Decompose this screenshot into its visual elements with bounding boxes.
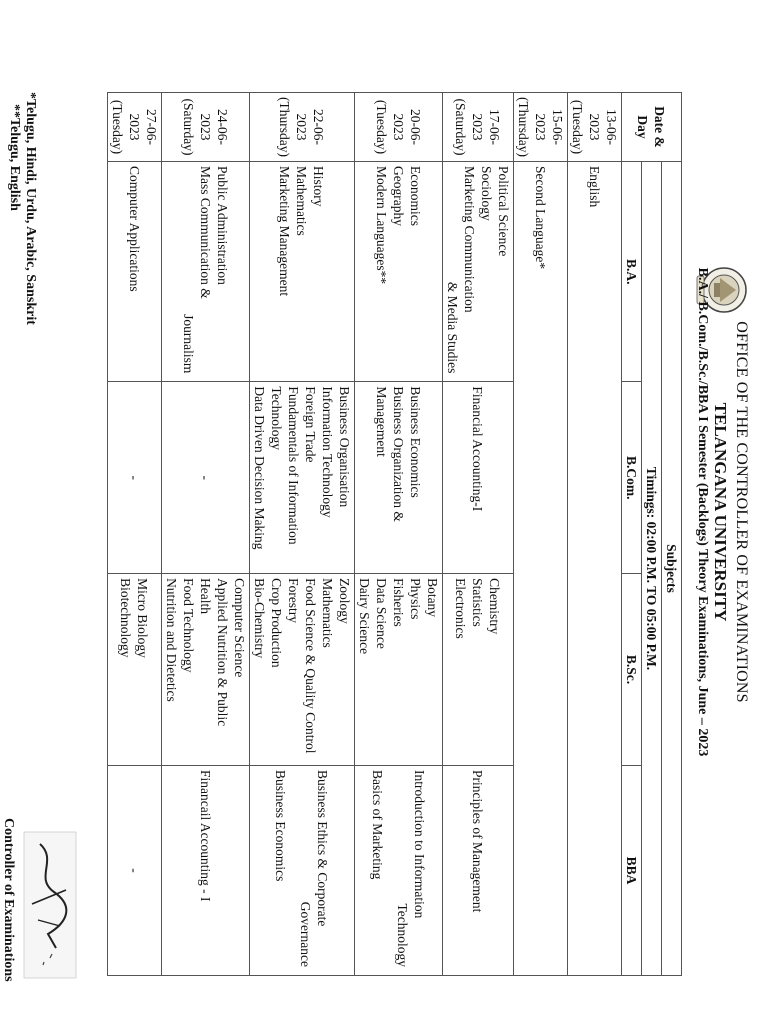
subject-item: Biotechnology xyxy=(118,578,134,658)
bsc-subjects-cell xyxy=(162,574,250,766)
subject-item: Applied Nutrition & Public Health xyxy=(198,578,230,727)
table-row xyxy=(514,93,568,976)
subject-item: Modern Languages** xyxy=(374,165,389,285)
subject-item: Business Organization & xyxy=(391,386,406,522)
exam-date: 15-06-2023 xyxy=(533,108,565,145)
subject-item: Business Ethics & Corporate xyxy=(315,769,331,927)
subject-item: Chemistry xyxy=(487,578,503,635)
date-cell xyxy=(355,93,443,162)
exam-day: (Thursday) xyxy=(516,97,531,157)
date-cell xyxy=(443,93,514,162)
subject-item: Data Driven Decision Making xyxy=(252,386,267,550)
date-column-header: Date & Day xyxy=(622,93,682,162)
subject-item: Zoology xyxy=(337,578,352,624)
exam-date: 17-06-2023 xyxy=(470,108,503,145)
subject-item: Electronics xyxy=(453,578,469,639)
subject-item: Technology xyxy=(395,903,410,967)
common-subject: English xyxy=(587,165,602,208)
exam-title: B.A./ B.Com./B.Sc./BBA I Semester (Backlogs) Theory Examinations, June – 2023 xyxy=(695,267,710,757)
subject-item: Governance xyxy=(298,901,314,967)
subject-item: Financial Accounting-I xyxy=(470,386,486,512)
subject-item: Economics xyxy=(408,165,423,226)
subject-item: - xyxy=(127,475,142,480)
column-header-bcom: B.Com. xyxy=(622,382,642,574)
table-row xyxy=(250,93,355,976)
subject-item: Mass Communication & xyxy=(198,165,213,299)
date-cell xyxy=(250,93,355,162)
footnote-second-language: *Telugu, Hindi, Urdu, Arabic, Sanskrit xyxy=(23,92,38,325)
subject-item: - xyxy=(198,475,213,480)
university-name: TELANGANA UNIVERSITY xyxy=(711,402,730,622)
subject-item: Mathematics xyxy=(294,165,310,236)
ba-subjects-cell xyxy=(355,161,443,381)
exam-day: (Saturday) xyxy=(453,98,469,156)
bba-subjects-cell xyxy=(108,765,162,975)
subject-item: Business Economics xyxy=(408,386,423,498)
date-cell xyxy=(108,93,162,162)
subject-item: Bio-Chemistry xyxy=(252,578,267,659)
subject-item: Marketing Communication xyxy=(462,165,477,313)
subject-item: Nutrition and Dietetics xyxy=(164,578,179,702)
subject-item: Fisheries xyxy=(391,578,406,627)
subject-item: Sociology xyxy=(479,165,494,221)
office-title: OFFICE OF THE CONTROLLER OF EXAMINATIONS xyxy=(733,321,750,703)
subject-item: Basics of Marketing xyxy=(370,769,385,880)
subject-item: Public Administration xyxy=(215,165,230,285)
subject-item: Dairy Science xyxy=(357,578,372,655)
exam-date: 20-06-2023 xyxy=(391,108,423,145)
table-row xyxy=(355,93,443,976)
common-subject-cell xyxy=(514,161,568,975)
bcom-subjects-cell xyxy=(162,382,250,574)
ba-subjects-cell xyxy=(443,161,514,381)
bcom-subjects-cell xyxy=(250,382,355,574)
subject-item: Management xyxy=(374,386,389,457)
subject-item: Micro Biology xyxy=(135,578,151,658)
subject-item: Mathematics xyxy=(320,578,335,648)
subject-item: Geography xyxy=(391,165,406,226)
subject-item: Marketing Management xyxy=(277,165,293,297)
exam-schedule-table xyxy=(107,92,682,976)
exam-day: (Tuesday) xyxy=(374,99,389,155)
ba-subjects-cell xyxy=(108,161,162,381)
ba-subjects-cell xyxy=(162,161,250,381)
date-cell xyxy=(162,93,250,162)
table-row xyxy=(568,93,622,976)
column-header-bba: BBA xyxy=(622,765,642,975)
exam-date: 13-06-2023 xyxy=(587,108,619,145)
subject-item: Fundamentals of Information xyxy=(286,386,301,545)
date-cell xyxy=(514,93,568,162)
bsc-subjects-cell xyxy=(108,574,162,766)
subject-item: Introduction to Information xyxy=(412,769,427,919)
subject-item: Business Organisation xyxy=(337,386,352,508)
subject-item: Food Technology xyxy=(181,578,196,673)
subject-item: Foreign Trade xyxy=(303,386,318,463)
bsc-subjects-cell xyxy=(443,574,514,766)
column-header-bsc: B.Sc. xyxy=(622,574,642,766)
timings-header: Timings: 02:00 P.M. TO 05:00 P.M. xyxy=(642,161,662,975)
table-row xyxy=(108,93,162,976)
exam-day: (Thursday) xyxy=(277,97,293,157)
bsc-subjects-cell xyxy=(355,574,443,766)
handwritten-signature-icon xyxy=(22,830,78,980)
exam-date: 27-06-2023 xyxy=(127,108,159,145)
date-cell xyxy=(568,93,622,162)
subject-item: Botany xyxy=(425,578,440,618)
bba-subjects-cell xyxy=(443,765,514,975)
exam-day: (Tuesday) xyxy=(110,99,125,155)
table-row xyxy=(443,93,514,976)
subject-item: Information Technology xyxy=(320,386,335,518)
subject-item: Food Science & Quality Control xyxy=(303,578,318,754)
subject-item: Data Science xyxy=(374,578,389,649)
ba-subjects-cell xyxy=(250,161,355,381)
bcom-subjects-cell xyxy=(443,382,514,574)
footnote-modern-languages: **Telugu, English xyxy=(7,104,22,211)
table-row xyxy=(162,93,250,976)
exam-day: (Saturday) xyxy=(181,98,196,156)
common-subject: Second Language* xyxy=(533,165,548,270)
subject-item: Journalism xyxy=(181,314,196,374)
subject-item: Business Economics xyxy=(273,769,289,882)
bba-subjects-cell xyxy=(355,765,443,975)
column-header-ba: B.A. xyxy=(622,161,642,381)
exam-day: (Tuesday) xyxy=(570,99,585,155)
bcom-subjects-cell xyxy=(108,382,162,574)
subject-item: Computer Applications xyxy=(127,165,142,292)
controller-title: Controller of Examinations xyxy=(1,818,16,982)
subject-item: History xyxy=(311,165,327,207)
subject-item: Crop Production xyxy=(269,578,284,668)
common-subject-cell xyxy=(568,161,622,975)
bsc-subjects-cell xyxy=(250,574,355,766)
subject-item: Technology xyxy=(269,386,284,450)
subject-item: & Media Studies xyxy=(445,281,460,374)
subject-item: Political Science xyxy=(496,165,511,257)
subject-item: Principles of Management xyxy=(470,769,486,913)
subject-item: Physics xyxy=(408,578,423,620)
subject-item: - xyxy=(127,868,142,873)
subject-item: Computer Science xyxy=(232,578,247,678)
exam-date: 24-06-2023 xyxy=(198,108,230,145)
subject-item: Forestry xyxy=(286,578,301,624)
subjects-header: Subjects xyxy=(662,161,682,975)
bba-subjects-cell xyxy=(162,765,250,975)
bba-subjects-cell xyxy=(250,765,355,975)
bcom-subjects-cell xyxy=(355,382,443,574)
exam-date: 22-06-2023 xyxy=(294,108,327,145)
subject-item: Statistics xyxy=(470,578,486,627)
subject-item: Financail Accounting - I xyxy=(198,769,213,902)
